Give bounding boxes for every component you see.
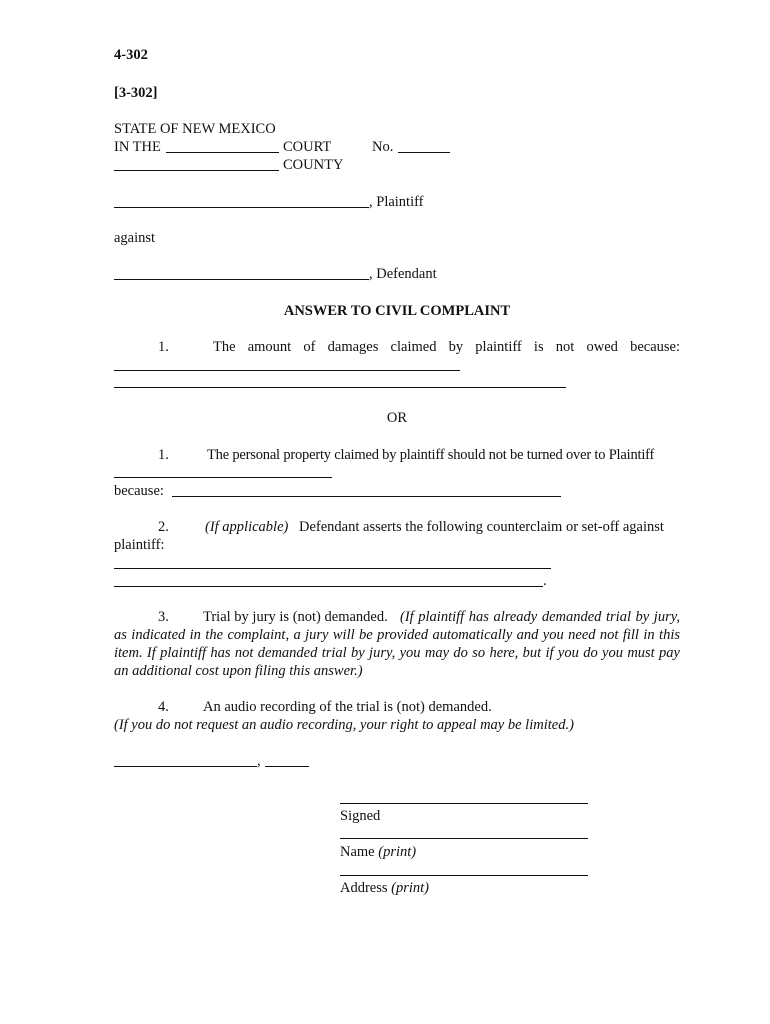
form-title: ANSWER TO CIVIL COMPLAINT bbox=[283, 303, 511, 319]
address-print-note: (print) bbox=[391, 880, 430, 896]
address-label-text: Address bbox=[340, 880, 388, 896]
name-line[interactable] bbox=[340, 838, 588, 839]
audio-item-number: 4. bbox=[158, 699, 169, 715]
date-comma: , bbox=[257, 753, 261, 769]
defendant-name-blank[interactable] bbox=[114, 279, 369, 280]
counterclaim-line-1[interactable] bbox=[114, 568, 551, 569]
damages-reason-line-1[interactable] bbox=[114, 370, 460, 371]
rule-number: 4-302 bbox=[114, 47, 148, 63]
property-reason-blank[interactable] bbox=[172, 496, 561, 497]
audio-item-text: An audio recording of the trial is (not) demanded. bbox=[203, 699, 492, 715]
counterclaim-line-2[interactable] bbox=[114, 586, 543, 587]
property-item-number: 1. bbox=[158, 447, 169, 463]
counterclaim-end-period: . bbox=[543, 573, 547, 589]
jury-note-line-4: an additional cost upon filing this answer.) bbox=[114, 663, 363, 679]
damages-item-number: 1. bbox=[158, 339, 169, 355]
signed-label: Signed bbox=[340, 808, 381, 824]
jury-note-line-1: (If plaintiff has already demanded trial by jury, bbox=[400, 609, 680, 625]
signature-line[interactable] bbox=[340, 803, 588, 804]
damages-reason-line-2[interactable] bbox=[114, 387, 566, 388]
jury-item-text: Trial by jury is (not) demanded. bbox=[203, 609, 388, 625]
jury-note-line-3: item. If plaintiff has not demanded trial by jury, you may do so here, but if you do you must pay bbox=[114, 645, 680, 661]
counterclaim-item-number: 2. bbox=[158, 519, 169, 535]
against-label: against bbox=[114, 230, 156, 246]
jury-item-number: 3. bbox=[158, 609, 169, 625]
name-label-text: Name bbox=[340, 844, 375, 860]
audio-note: (If you do not request an audio recording, your right to appeal may be limited.) bbox=[114, 717, 574, 733]
plaintiff-label: , Plaintiff bbox=[369, 194, 424, 210]
property-plaintiff-blank[interactable] bbox=[114, 477, 332, 478]
date-month-day-blank[interactable] bbox=[114, 766, 257, 767]
old-rule-number: [3-302] bbox=[114, 85, 158, 101]
counterclaim-applicable-note: (If applicable) bbox=[205, 519, 289, 535]
defendant-label: , Defendant bbox=[369, 266, 437, 282]
damages-item-text: The amount of damages claimed by plaintiff is not owed because: bbox=[213, 339, 680, 355]
case-number-label: No. bbox=[372, 139, 394, 155]
county-label: COUNTY bbox=[283, 157, 344, 173]
in-the-label: IN THE bbox=[114, 139, 161, 155]
name-print-note: (print) bbox=[378, 844, 417, 860]
court-label: COURT bbox=[283, 139, 332, 155]
name-label bbox=[340, 843, 416, 861]
county-name-blank[interactable] bbox=[114, 170, 279, 171]
court-name-blank[interactable] bbox=[166, 152, 279, 153]
address-line[interactable] bbox=[340, 875, 588, 876]
case-number-blank[interactable] bbox=[398, 152, 450, 153]
or-separator: OR bbox=[386, 410, 408, 426]
plaintiff-name-blank[interactable] bbox=[114, 207, 369, 208]
address-label bbox=[340, 879, 429, 897]
because-label: because: bbox=[114, 483, 164, 499]
jury-note-line-2: as indicated in the complaint, a jury will be provided automatically and you need not fill in this bbox=[114, 627, 680, 643]
property-item-text: The personal property claimed by plaintiff should not be turned over to Plaintiff bbox=[207, 447, 655, 463]
counterclaim-item-text: Defendant asserts the following counterclaim or set-off against bbox=[299, 519, 664, 535]
counterclaim-item-text-cont: plaintiff: bbox=[114, 537, 165, 553]
date-year-blank[interactable] bbox=[265, 766, 309, 767]
state-label: STATE OF NEW MEXICO bbox=[114, 121, 276, 137]
